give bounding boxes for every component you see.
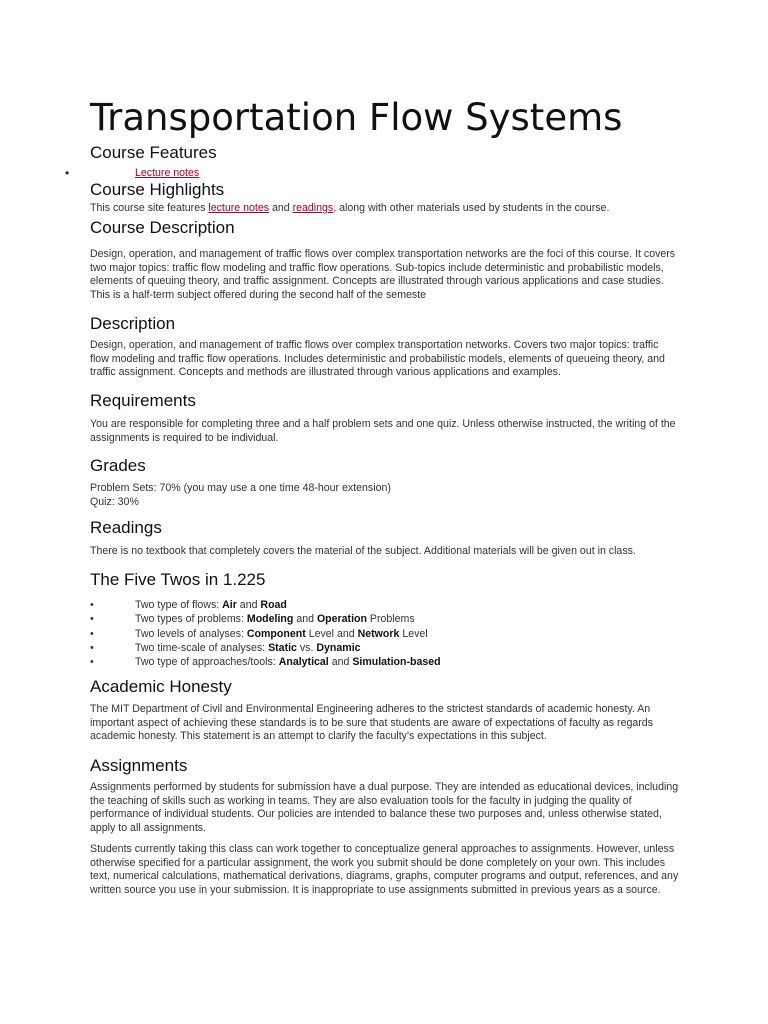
item-mid: and: [236, 599, 261, 611]
item-post: Level: [399, 627, 428, 640]
course-highlights-heading: Course Highlights: [90, 180, 225, 199]
description-heading: Description: [90, 314, 176, 333]
course-description-heading: Course Description: [90, 218, 235, 237]
academic-honesty-heading: Academic Honesty: [90, 677, 232, 696]
assignments-heading: Assignments: [90, 756, 188, 775]
item-bold-2: Operation: [316, 613, 367, 626]
five-twos-heading: The Five Twos in 1.225: [90, 570, 266, 589]
requirements-body: You are responsible for completing three and a half problem sets and one quiz. Unless otherwise instructed, the writing of the assignments is required to be individual.: [90, 418, 676, 444]
item-pre: Two type of flows:: [135, 599, 223, 611]
list-item: [90, 598, 441, 612]
list-item: [90, 641, 441, 655]
item-mid: and: [293, 613, 317, 626]
bullet: •: [90, 599, 94, 611]
item-bold-1: Component: [246, 627, 306, 640]
list-item: [90, 627, 441, 641]
assignments-body-1: Assignments performed by students for submission have a dual purpose. They are intended as educational devices, including the teaching of skills such as working in teams. They are also evaluation tools for the faculty in judging the quality of performance of individual students. Our policies are intended to balance these two purposes and, unless otherwise stated, apply to all assignments.: [90, 781, 679, 834]
item-bold-1: Modeling: [246, 613, 294, 626]
item-pre: Two types of problems:: [135, 613, 247, 626]
page-title: Transportation Flow Systems: [90, 96, 623, 139]
readings-heading: Readings: [90, 518, 162, 537]
item-bold-2: Simulation-based: [352, 656, 441, 669]
list-item: [90, 612, 441, 626]
readings-inline-link[interactable]: readings: [292, 202, 334, 214]
assignments-body-2: Students currently taking this class can work together to conceptualize general approaches to assignments. However, unless otherwise specified for a particular assignment, the work you submit should be done completely on your own. This includes text, numerical calculations, mathematical derivations, diagrams, graphs, computer programs and output, references, and any written source you use in your submission. It is inappropriate to use assignments submitted in previous years as a source.: [90, 843, 679, 896]
item-pre: Two time-scale of analyses:: [135, 641, 269, 654]
highlights-text-before: This course site features: [90, 202, 209, 214]
item-mid: Level and: [305, 627, 358, 640]
course-highlights-text: [90, 202, 680, 216]
requirements-heading: Requirements: [90, 391, 196, 410]
item-bold-1: Analytical: [278, 656, 329, 669]
item-mid: and: [328, 656, 353, 669]
academic-honesty-body: The MIT Department of Civil and Environmental Engineering adheres to the strictest standards of academic honesty. An important aspect of achieving these standards is to be sure that students are aware of expectations of faculty as regards academic honesty. This statement is an attempt to clarify the faculty's expectations in this subject.: [90, 703, 653, 743]
course-features-heading: Course Features: [90, 143, 217, 162]
item-bold-1: Air: [222, 599, 237, 611]
item-bold-2: Dynamic: [316, 641, 361, 654]
item-bold-2: Network: [357, 627, 400, 640]
five-twos-list: [90, 598, 441, 669]
list-item: [90, 655, 441, 669]
highlights-text-after: , along with other materials used by students in the course.: [333, 202, 610, 214]
lecture-notes-inline-link[interactable]: lecture notes: [208, 202, 270, 214]
item-pre: Two type of approaches/tools:: [135, 656, 279, 669]
highlights-text-mid: and: [269, 202, 293, 214]
description-body: Design, operation, and management of traffic flows over complex transportation networks. Covers two major topics: traffic flow modeling and traffic flow operations. Includes deterministic and probabilistic models, elements of queueing theory, and traffic assignment. Concepts and methods are illustrated through various applications and examples.: [90, 339, 665, 379]
item-bold-1: Static: [268, 641, 297, 654]
item-bold-2: Road: [260, 599, 287, 611]
bullet: •: [90, 613, 94, 626]
bullet: •: [90, 656, 94, 669]
item-mid: vs.: [296, 641, 317, 654]
course-features-bullet: •: [65, 166, 70, 180]
lecture-notes-link[interactable]: Lecture notes: [135, 167, 200, 179]
readings-body: There is no textbook that completely covers the material of the subject. Additional materials will be given out in class.: [90, 545, 636, 557]
item-post: Problems: [366, 613, 415, 626]
bullet: •: [90, 641, 94, 654]
course-description-body: Design, operation, and management of traffic flows over complex transportation networks are the foci of this course. It covers two major topics: traffic flow modeling and traffic flow operations. Sub-topics include deterministic and probabilistic models, elements of queuing theory, and traffic assignment. Concepts are illustrated through various applications and case studies. This is a half-term subject offered during the second half of the semeste: [90, 248, 676, 301]
grades-problem-sets: Problem Sets: 70% (you may use a one time 48-hour extension): [90, 482, 391, 494]
grades-heading: Grades: [90, 456, 146, 475]
grades-quiz: Quiz: 30%: [90, 496, 139, 508]
item-pre: Two levels of analyses:: [135, 627, 247, 640]
bullet: •: [90, 627, 94, 640]
